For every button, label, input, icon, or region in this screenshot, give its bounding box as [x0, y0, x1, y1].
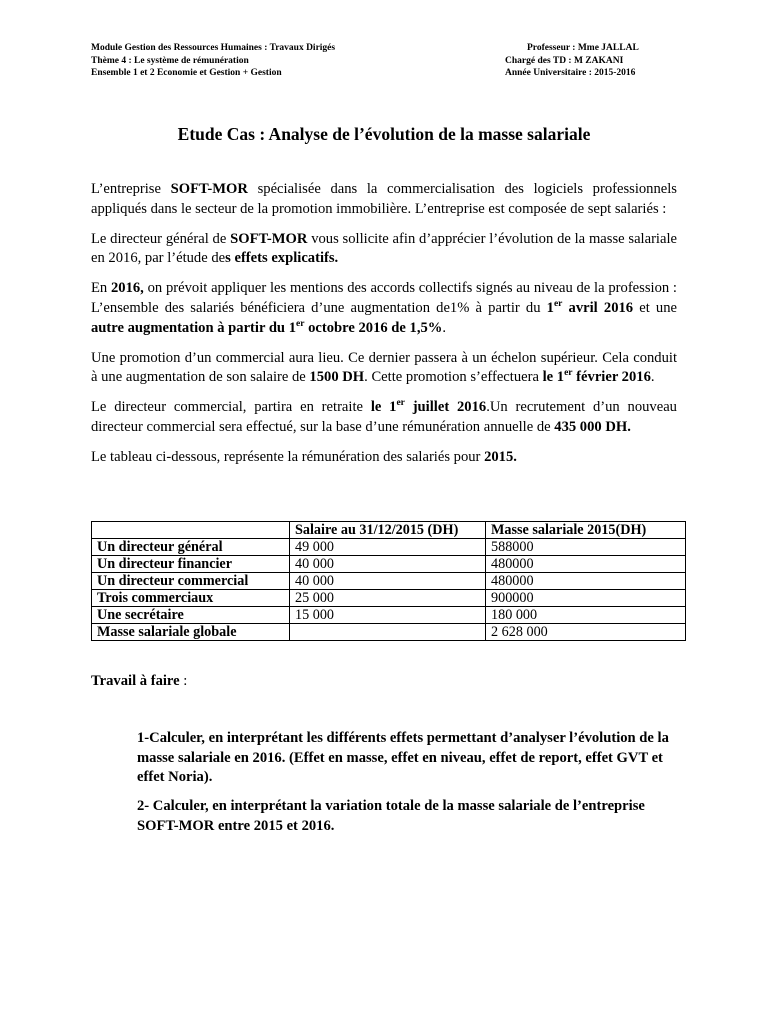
text: . Cette promotion s’effectuera — [364, 369, 543, 386]
table-cell: 180 000 — [486, 607, 686, 624]
text: vous sollicite afin d’apprécier l’évolution de la masse salariale en 2016, par l’étude de — [91, 230, 678, 267]
text: L’entreprise — [91, 181, 171, 197]
table-header-row — [92, 522, 686, 539]
header-right — [505, 42, 639, 80]
table-cell: Un directeur commercial — [92, 573, 290, 590]
header-td: Chargé des TD : M ZAKANI — [505, 55, 624, 66]
text: juillet 2016 — [404, 399, 487, 416]
table-row — [92, 556, 686, 573]
task-1: 1-Calculer, en interprétant les différents effets permettant d’analyser l’évolution de la masse salariale en 2016. (Effet en masse, effet en niveau, effet de report, effet GVT et effet Noria). — [137, 730, 669, 785]
company-name: SOFT-MOR — [230, 230, 308, 247]
text: Une promotion d’un commercial aura lieu. Ce dernier passera à un échelon supérieur. Cela conduit à une augmentation de son salaire de — [91, 349, 677, 386]
text: 1 — [546, 299, 554, 316]
header-professor: Professeur : Mme JALLAL — [527, 43, 639, 53]
text: le 1 — [542, 369, 565, 386]
superscript: er — [296, 318, 305, 329]
text: Le directeur général de — [91, 230, 231, 247]
table-cell: Un directeur financier — [92, 556, 290, 573]
header-left — [91, 42, 335, 80]
company-name: SOFT-MOR — [170, 181, 248, 197]
text: on prévoit appliquer les mentions des accords collectifs signés au niveau de la profession : L’ensemble des salariés bénéficiera d’une augmentation de1% à partir du — [91, 280, 677, 316]
table-header-cell — [92, 522, 290, 539]
table-row — [92, 590, 686, 607]
table-cell: 15 000 — [290, 607, 486, 624]
text: le 1 — [370, 399, 397, 416]
amount: 435 000 DH. — [554, 418, 631, 435]
table-row — [92, 573, 686, 590]
task-2: 2- Calculer, en interprétant la variation totale de la masse salariale de l’entreprise SOFT-MOR entre 2015 et 2016. — [137, 798, 645, 834]
date-february — [543, 369, 651, 385]
table-cell: 25 000 — [290, 590, 486, 607]
table-cell: 49 000 — [290, 539, 486, 556]
year: 2016, — [110, 280, 144, 297]
date-july — [371, 399, 486, 415]
text: .Un recrutement d’un nouveau directeur commercial sera effectué, sur la base d’une rémunération annuelle de — [91, 399, 677, 435]
text: et une — [633, 299, 678, 316]
text: autre augmentation à partir du 1 — [91, 319, 296, 336]
salary-table — [91, 521, 686, 641]
table-cell: Un directeur général — [92, 539, 290, 556]
table-header-cell: Salaire au 31/12/2015 (DH) — [290, 522, 486, 539]
paragraph-agreements — [91, 279, 677, 338]
table-cell: 480000 — [486, 573, 686, 590]
text: : — [179, 673, 188, 689]
text: . — [650, 369, 655, 386]
text: février 2016 — [572, 369, 651, 386]
date-april — [547, 300, 633, 316]
table-cell: 40 000 — [290, 556, 486, 573]
case-description — [91, 180, 677, 478]
amount: 1500 DH — [309, 369, 365, 386]
paragraph-company — [91, 180, 677, 220]
table-cell: 40 000 — [290, 573, 486, 590]
table-row-total — [92, 624, 686, 641]
table-cell: 2 628 000 — [486, 624, 686, 641]
superscript: er — [553, 299, 563, 310]
table-cell: Une secrétaire — [92, 607, 290, 624]
text: avril 2016 — [562, 299, 634, 316]
header-year: Année Universitaire : 2015-2016 — [505, 68, 636, 78]
table-row — [92, 539, 686, 556]
table-cell: 900000 — [486, 590, 686, 607]
work-label: Travail à faire — [91, 673, 180, 689]
table-cell: Masse salariale globale — [92, 624, 290, 641]
table-header-cell: Masse salariale 2015(DH) — [486, 522, 686, 539]
header-ensemble: Ensemble 1 et 2 Economie et Gestion + Gestion — [91, 68, 282, 78]
header-module: Module Gestion des Ressources Humaines : Travaux Dirigés — [91, 43, 336, 53]
table-row — [92, 607, 686, 624]
text: Le tableau ci-dessous, représente la rémunération des salariés pour — [91, 448, 485, 465]
table-cell — [290, 624, 486, 641]
superscript: er — [396, 398, 405, 409]
header-theme: Thème 4 : Le système de rémunération — [91, 55, 249, 66]
text: . — [442, 319, 447, 336]
paragraph-promotion — [91, 349, 677, 389]
text: spécialisée dans la commercialisation des logiciels professionnels appliqués dans le secteur de la promotion immobilière. L’entreprise est composée de sept salariés : — [91, 181, 677, 217]
text: En — [91, 280, 111, 297]
second-raise — [91, 320, 442, 336]
text: octobre 2016 de 1,5% — [304, 319, 443, 336]
superscript: er — [564, 368, 573, 379]
table-cell: 480000 — [486, 556, 686, 573]
text: Le directeur commercial, partira en retraite — [91, 399, 371, 416]
table-cell: Trois commerciaux — [92, 590, 290, 607]
table-cell: 588000 — [486, 539, 686, 556]
work-heading — [91, 673, 187, 690]
year: 2015. — [484, 448, 517, 465]
paragraph-retirement — [91, 398, 677, 438]
bold-text: s effets explicatifs. — [225, 250, 339, 267]
page-title: Etude Cas : Analyse de l’évolution de la masse salariale — [177, 124, 591, 144]
paragraph-request — [91, 230, 677, 270]
paragraph-table-intro — [91, 448, 677, 468]
